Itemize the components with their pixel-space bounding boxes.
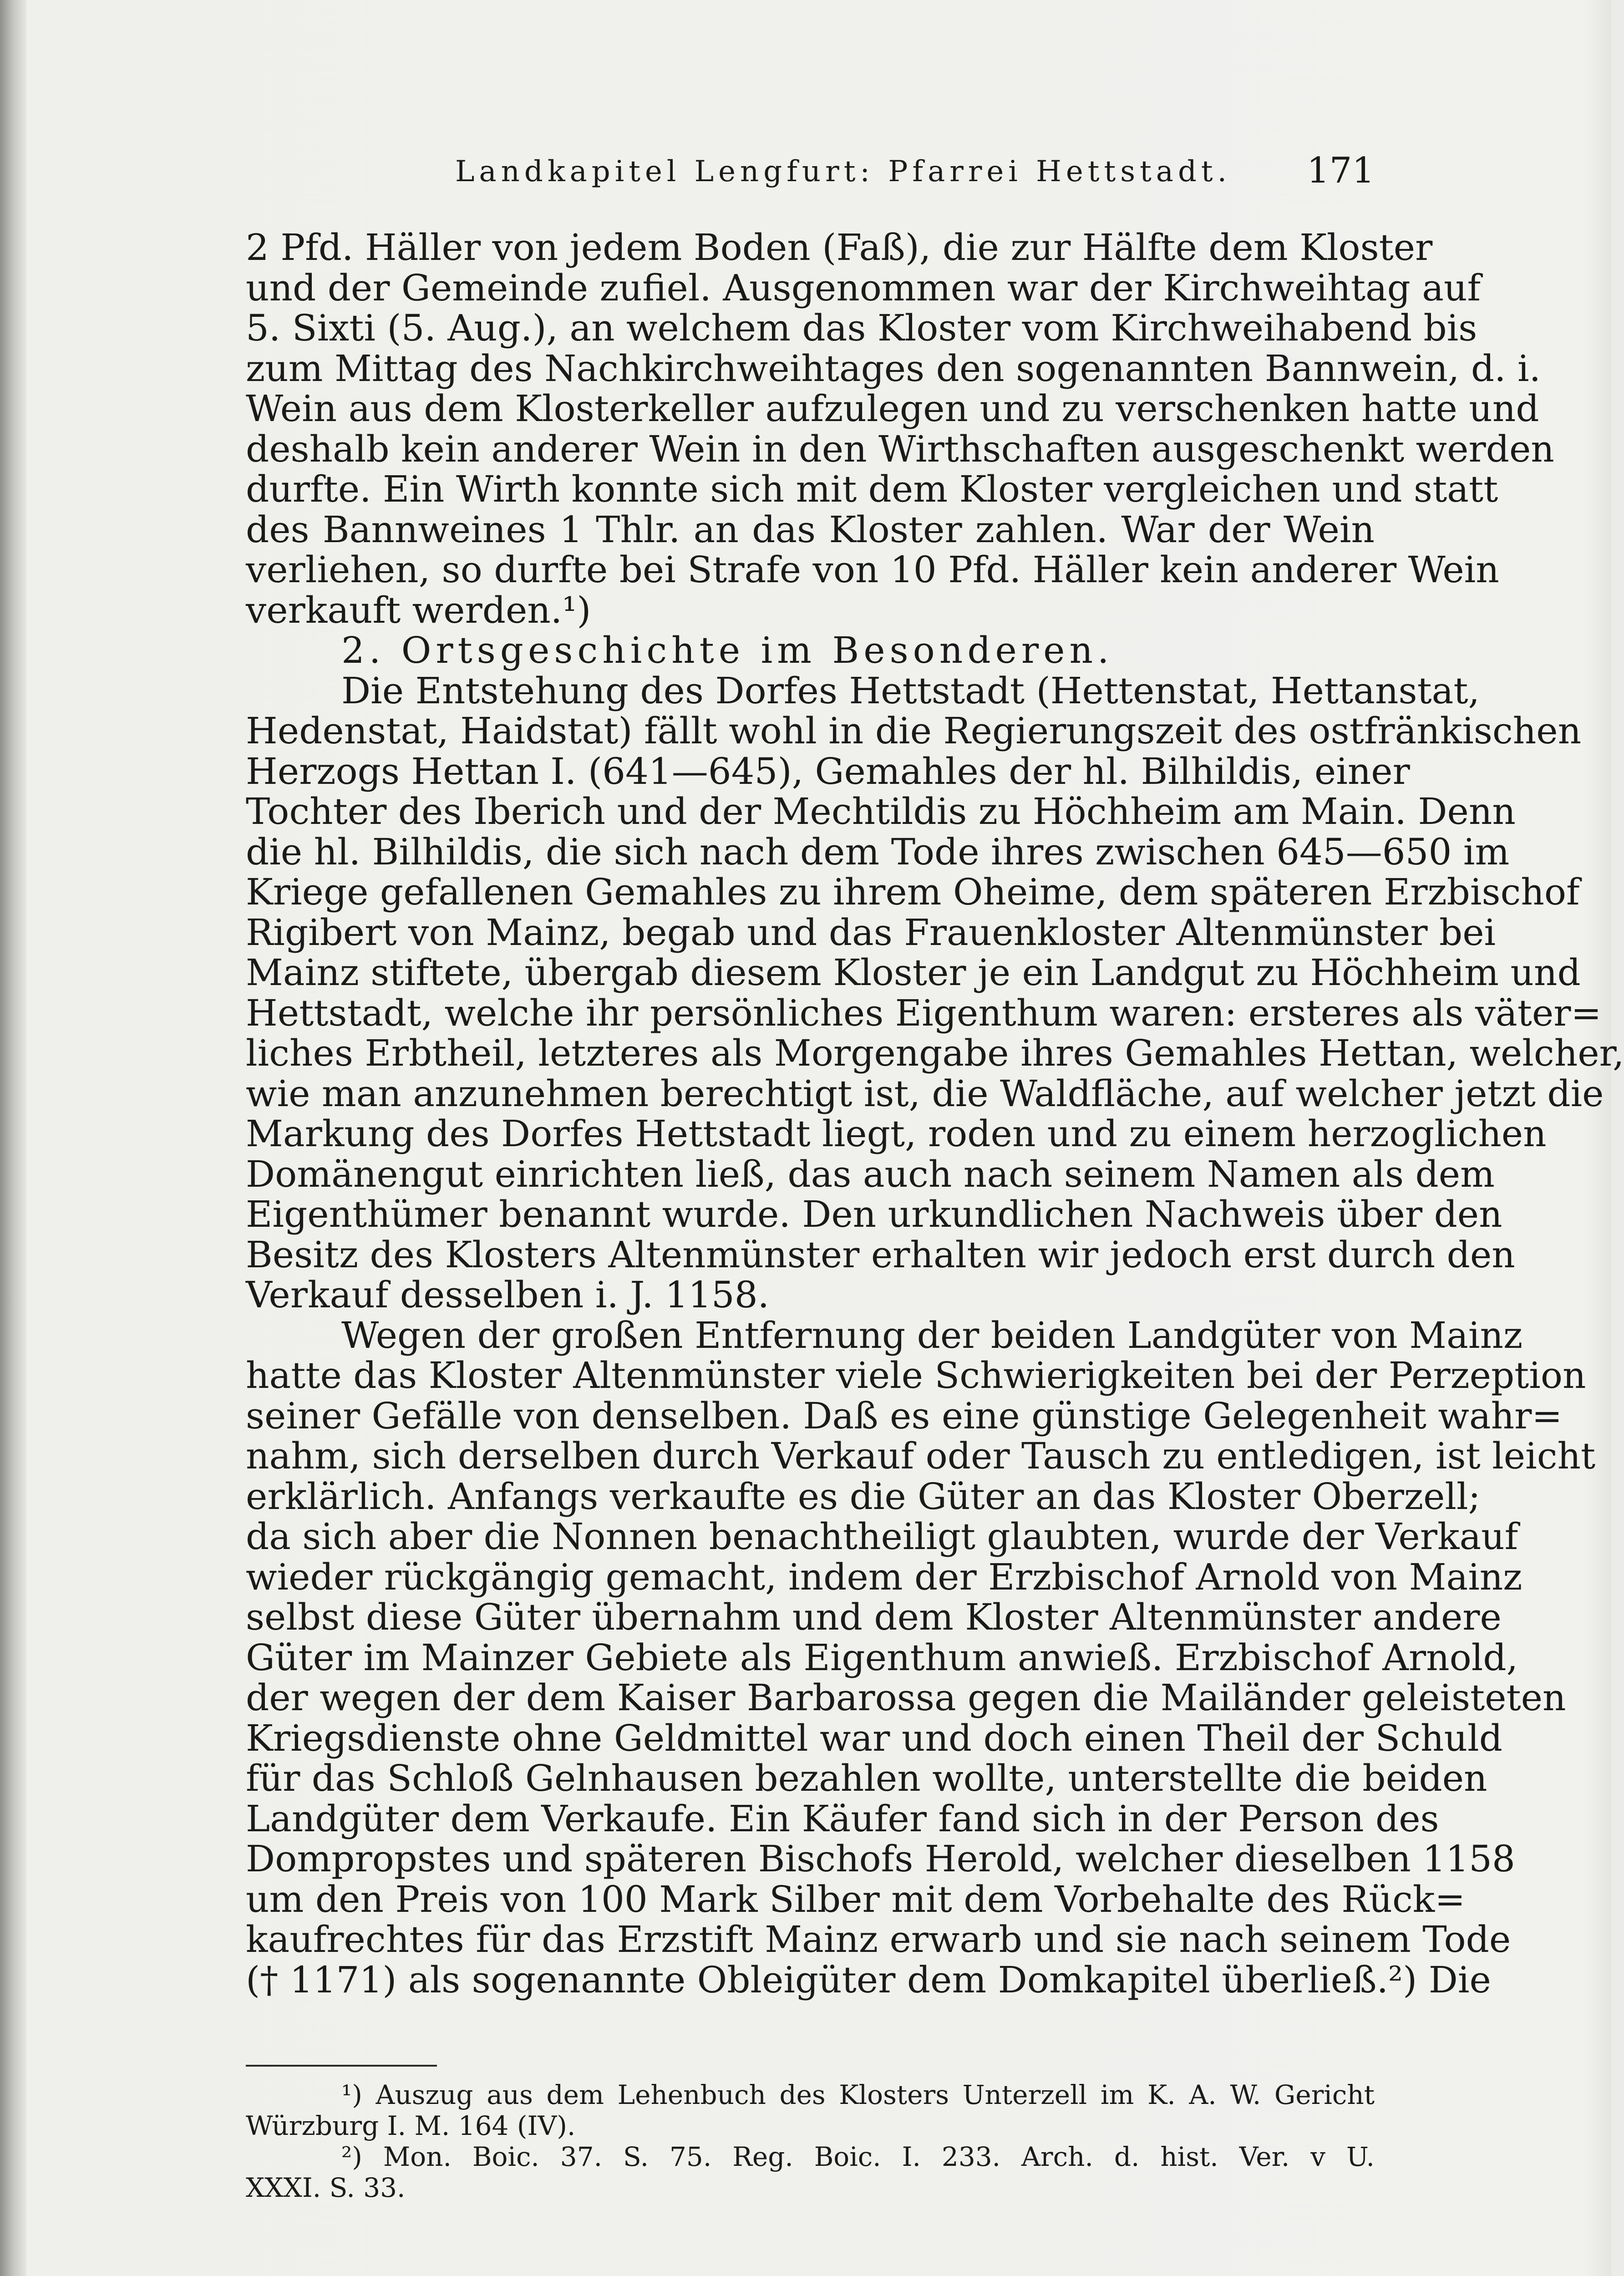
text-line: Domänengut einrichten ließ, das auch nach seinem Namen als dem [246,1153,1495,1195]
text-line: Wegen der großen Entfernung der beiden Landgüter von Mainz [341,1314,1523,1356]
page-binding-edge [0,0,26,2276]
text-line: der wegen der dem Kaiser Barbarossa gegen die Mailänder geleisteten [246,1677,1566,1719]
text-line: seiner Gefälle von denselben. Daß es eine günstige Gelegenheit wahr= [246,1394,1563,1437]
text-line: deshalb kein anderer Wein in den Wirthschaften ausgeschenkt werden [246,427,1554,470]
text-line: wie man anzunehmen berechtigt ist, die Waldfläche, auf welcher jetzt die [246,1072,1604,1115]
text-line: Rigibert von Mainz, begab und das Frauenkloster Altenmünster bei [246,911,1496,954]
text-line: durfte. Ein Wirth konnte sich mit dem Kloster vergleichen und statt [246,468,1498,510]
footnote-divider [246,2065,437,2067]
paragraph-continued [246,226,1554,631]
text-line: Dompropstes und späteren Bischofs Herold, welcher dieselben 1158 [246,1838,1515,1880]
text-line: Herzogs Hettan I. (641—645), Gemahles der hl. Bilhildis, einer [246,750,1410,793]
text-line: († 1171) als sogenannte Obleigüter dem Domkapitel überließ.²) Die [246,1958,1491,2001]
text-line: Eigenthümer benannt wurde. Den urkundlichen Nachweis über den [246,1193,1502,1235]
text-line: für das Schloß Gelnhausen bezahlen wollte, unterstellte die beiden [246,1757,1487,1799]
footnotes [246,2079,1375,2203]
text-line: selbst diese Güter übernahm und dem Kloster Altenmünster andere [246,1596,1502,1638]
text-line: kaufrechtes für das Erzstift Mainz erwarb und sie nach seinem Tode [246,1918,1511,1961]
paragraphs-ortsgeschichte [246,669,1624,2001]
text-line: Hettstadt, welche ihr persönliches Eigenthum waren: ersteres als väter= [246,991,1602,1034]
text-line: liches Erbtheil, letzteres als Morgengabe ihres Gemahles Hettan, welcher, [246,1032,1624,1074]
text-line: 5. Sixti (5. Aug.), an welchem das Kloster vom Kirchweihabend bis [246,307,1477,349]
text-line: verliehen, so durfte bei Strafe von 10 Pfd. Häller kein anderer Wein [246,549,1499,591]
text-line: Güter im Mainzer Gebiete als Eigenthum anwieß. Erzbischof Arnold, [246,1636,1518,1679]
page-header [246,150,1375,200]
text-line: die hl. Bilhildis, die sich nach dem Tode ihres zwischen 645—650 im [246,830,1510,873]
text-line: Wein aus dem Klosterkeller aufzulegen und zu verschenken hatte und [246,387,1539,430]
text-line: hatte das Kloster Altenmünster viele Schwierigkeiten bei der Perzeption [246,1354,1586,1397]
text-line: Verkauf desselben i. J. 1158. [246,1274,770,1316]
text-line: Mainz stiftete, übergab diesem Kloster je ein Landgut zu Höchheim und [246,951,1581,994]
text-line: Markung des Dorfes Hettstadt liegt, roden und zu einem herzoglichen [246,1113,1547,1155]
text-line: Hedenstat, Haidstat) fällt wohl in die Regierungszeit des ostfränkischen [246,710,1582,752]
footnote-line: XXXI. S. 33. [246,2172,406,2203]
section-heading: 2. Ortsgeschichte im Besonderen. [341,629,1114,671]
text-line: Die Entstehung des Dorfes Hettstadt (Hettenstat, Hettanstat, [341,669,1480,712]
text-line: erklärlich. Anfangs verkaufte es die Güter an das Kloster Oberzell; [246,1475,1481,1518]
text-line: Besitz des Klosters Altenmünster erhalten wir jedoch erst durch den [246,1233,1515,1276]
text-line: nahm, sich derselben durch Verkauf oder Tausch zu entledigen, ist leicht [246,1435,1596,1477]
text-line: 2 Pfd. Häller von jedem Boden (Faß), die zur Hälfte dem Kloster [246,226,1433,269]
text-line: wieder rückgängig gemacht, indem der Erzbischof Arnold von Mainz [246,1555,1522,1598]
text-line: Tochter des Iberich und der Mechtildis zu Höchheim am Main. Denn [246,790,1516,833]
text-line: da sich aber die Nonnen benachtheiligt glaubten, wurde der Verkauf [246,1515,1518,1558]
text-line: um den Preis von 100 Mark Silber mit dem Vorbehalte des Rück= [246,1878,1466,1920]
text-line: verkauft werden.¹) [246,589,591,631]
footnote-line: ²) Mon. Boic. 37. S. 75. Reg. Boic. I. 233. Arch. d. hist. Ver. v U. [341,2141,1375,2172]
text-line: Landgüter dem Verkaufe. Ein Käufer fand sich in der Person des [246,1797,1439,1840]
body-text [246,226,1624,2001]
footnote-line: Würzburg I. M. 164 (IV). [246,2110,576,2141]
text-line: Kriegsdienste ohne Geldmittel war und doch einen Theil der Schuld [246,1717,1502,1759]
footnote-line: ¹) Auszug aus dem Lehenbuch des Klosters Unterzell im K. A. W. Gericht [341,2079,1375,2110]
text-line: des Bannweines 1 Thlr. an das Kloster zahlen. War der Wein [246,508,1375,551]
text-line: Kriege gefallenen Gemahles zu ihrem Oheime, dem späteren Erzbischof [246,871,1580,913]
page-number: 171 [1307,150,1375,191]
running-title: Landkapitel Lengfurt: Pfarrei Hettstadt. [455,155,1231,188]
text-line: und der Gemeinde zufiel. Ausgenommen war der Kirchweihtag auf [246,266,1481,309]
text-line: zum Mittag des Nachkirchweihtages den sogenannten Bannwein, d. i. [246,347,1541,390]
